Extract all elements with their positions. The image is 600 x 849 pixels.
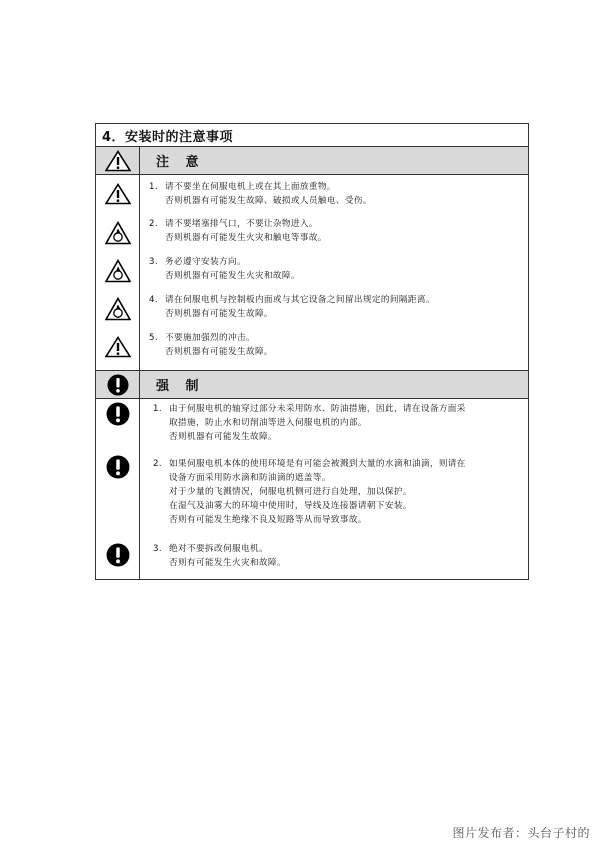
caution-band [96,147,528,175]
fire-hazard-icon [105,221,131,245]
caution-label: 注 意 [156,155,205,170]
image-credit: 图片发布者：头台子村的 [452,826,590,840]
caution-section [96,175,528,370]
caution-item: 3. 务必遵守安装方向。 否则机器有可能发生火灾和故障。 [149,257,300,281]
fire-hazard-icon [105,297,131,321]
mandatory-item: 1. 由于伺服电机的轴穿过部分未采用防水、防油措施，因此，请在设备方面采 取措施，防止水和切削油等进入伺服电机的内部。 否则机器有可能发生故障。 [153,404,466,442]
warning-triangle-icon [105,183,131,205]
caution-item: 4. 请在伺服电机与控制板内面或与其它设备之间留出规定的间隔距离。 否则机器有可能发生故障。 [149,295,435,319]
mandatory-band [96,370,528,399]
warning-triangle-icon [105,336,131,358]
mandatory-item: 2. 如果伺服电机本体的使用环境是有可能会被溅到大量的水滴和油滴，则请在 设备方面采用防水滴和防油滴的遮盖等。 对于少量的飞溅情况，伺服电机侧可进行自处理，加以保护。 在湿气及油雾大的环境中使用时，导线及连接器请朝下安装。 否则有可能发生绝缘不良及短路等从而导致事故。 [153,459,466,525]
caution-item: 1. 请不要坐在伺服电机上或在其上面放重物。 否则机器有可能发生故障、破损或人员触电、受伤。 [149,182,372,206]
fire-hazard-icon [105,259,131,283]
mandatory-icon [106,455,130,479]
warning-triangle-icon [105,150,131,172]
mandatory-item: 3. 绝对不要拆改伺服电机。 否则有可能发生火灾和故障。 [153,544,286,568]
caution-item: 2. 请不要堵塞排气口，不要让杂物进入。 否则机器有可能发生火灾和触电等事故。 [149,219,327,243]
mandatory-section [96,399,528,579]
mandatory-icon [107,374,129,396]
caution-item: 5. 不要施加强烈的冲击。 否则机器有可能发生故障。 [149,333,273,357]
safety-notice-table [95,123,529,580]
section-title: 4．安装时的注意事项 [96,124,528,147]
mandatory-label: 强 制 [156,379,205,394]
mandatory-icon [106,543,130,567]
mandatory-icon [106,402,130,426]
